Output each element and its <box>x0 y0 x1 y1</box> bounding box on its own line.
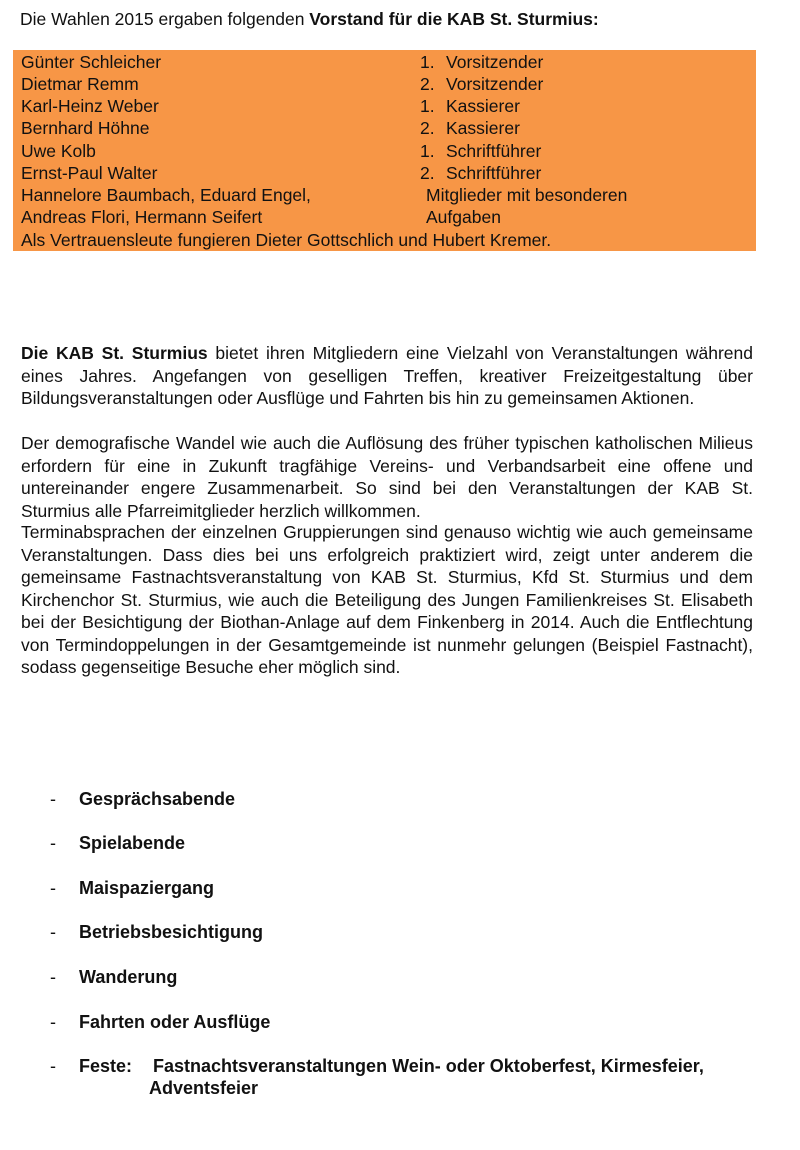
list-item-feste-text2: Adventsfeier <box>149 1078 259 1098</box>
paragraph-text: bietet ihren Mitgliedern eine Vielzahl von Veranstaltungen während eines Jahres. Angefangen von geselligen Treffen, kreativer Freizeitgestaltung über Bildungsveranstaltungen oder Ausflüge und Fahrten bis hin zu gemeinsamen Aktionen. <box>21 343 753 408</box>
role-num: 2. <box>420 74 435 94</box>
intro-line <box>20 8 599 30</box>
board-name: Günter Schleicher <box>21 52 162 72</box>
board-members-role1: Mitglieder mit besonderen <box>426 185 628 205</box>
role-label: Schriftführer <box>446 163 542 183</box>
list-dash: - <box>50 1012 56 1032</box>
list-dash: - <box>50 878 56 898</box>
list-item: Wanderung <box>79 967 178 987</box>
role-label: Kassierer <box>446 118 520 138</box>
board-trust-line: Als Vertrauensleute fungieren Dieter Gottschlich und Hubert Kremer. <box>21 230 552 250</box>
list-dash: - <box>50 1056 56 1076</box>
intro-text: Die Wahlen 2015 ergaben folgenden <box>20 9 310 29</box>
role-num: 1. <box>420 52 435 72</box>
list-dash: - <box>50 922 56 942</box>
board-role <box>420 117 520 139</box>
role-label: Schriftführer <box>446 141 542 161</box>
role-num: 2. <box>420 118 435 138</box>
paragraph-intro <box>21 342 753 410</box>
paragraph-demografie: Der demografische Wandel wie auch die Auflösung des früher typischen katholischen Milieus erfordern für eine in Zukunft tragfähige Vereins- und Verbandsarbeit eine offene und untereinander engere Zusammenarbeit. So sind bei den Veranstaltungen der KAB St. Sturmius alle Pfarreimitglieder herzlich willkommen. <box>21 433 753 521</box>
list-dash: - <box>50 789 56 809</box>
role-label: Vorsitzender <box>446 52 544 72</box>
board-name: Uwe Kolb <box>21 141 96 161</box>
board-role <box>420 95 520 117</box>
board-members-line2: Andreas Flori, Hermann Seifert <box>21 207 263 227</box>
board-name: Dietmar Remm <box>21 74 139 94</box>
board-members-line1: Hannelore Baumbach, Eduard Engel, <box>21 185 311 205</box>
list-item: Maispaziergang <box>79 878 215 898</box>
list-item: Fahrten oder Ausflüge <box>79 1012 271 1032</box>
role-label: Vorsitzender <box>446 74 544 94</box>
board-name: Ernst-Paul Walter <box>21 163 158 183</box>
board-role <box>420 73 543 95</box>
list-dash: - <box>50 833 56 853</box>
board-role <box>420 51 543 73</box>
list-item: Spielabende <box>79 833 186 853</box>
board-name: Karl-Heinz Weber <box>21 96 159 116</box>
role-num: 1. <box>420 96 435 116</box>
board-role <box>420 162 541 184</box>
paragraph-lead: Die KAB St. Sturmius <box>21 343 208 363</box>
board-name: Bernhard Höhne <box>21 118 150 138</box>
role-label: Kassierer <box>446 96 520 116</box>
list-item-feste-text: Fastnachtsveranstaltungen Wein- oder Oktoberfest, Kirmesfeier, <box>153 1056 704 1076</box>
list-item: Gesprächsabende <box>79 789 236 809</box>
paragraph-termine: Terminabsprachen der einzelnen Gruppierungen sind genauso wichtig wie auch gemeinsame Veranstaltungen. Dass dies bei uns erfolgreich praktiziert wird, zeigt unter anderem die gemeinsame Fastnachtsveranstaltung von KAB St. Sturmius, Kfd St. Sturmius und dem Kirchenchor St. Sturmius, wie auch die Beteiligung des Jungen Familienkreises St. Elisabeth bei der Besichtigung der Biothan-Anlage auf dem Finkenberg in 2014. Auch die Entflechtung von Termindoppelungen in der Gesamtgemeinde ist nunmehr gelungen (Beispiel Fastnacht), sodass gegenseitige Besuche eher möglich sind. <box>21 522 753 677</box>
intro-bold: Vorstand für die KAB St. Sturmius: <box>309 9 599 29</box>
role-num: 2. <box>420 163 435 183</box>
list-item-feste-label: Feste: <box>79 1056 133 1076</box>
board-members-role2: Aufgaben <box>426 207 501 227</box>
list-dash: - <box>50 967 56 987</box>
list-item: Betriebsbesichtigung <box>79 922 264 942</box>
role-num: 1. <box>420 141 435 161</box>
board-role <box>420 140 541 162</box>
